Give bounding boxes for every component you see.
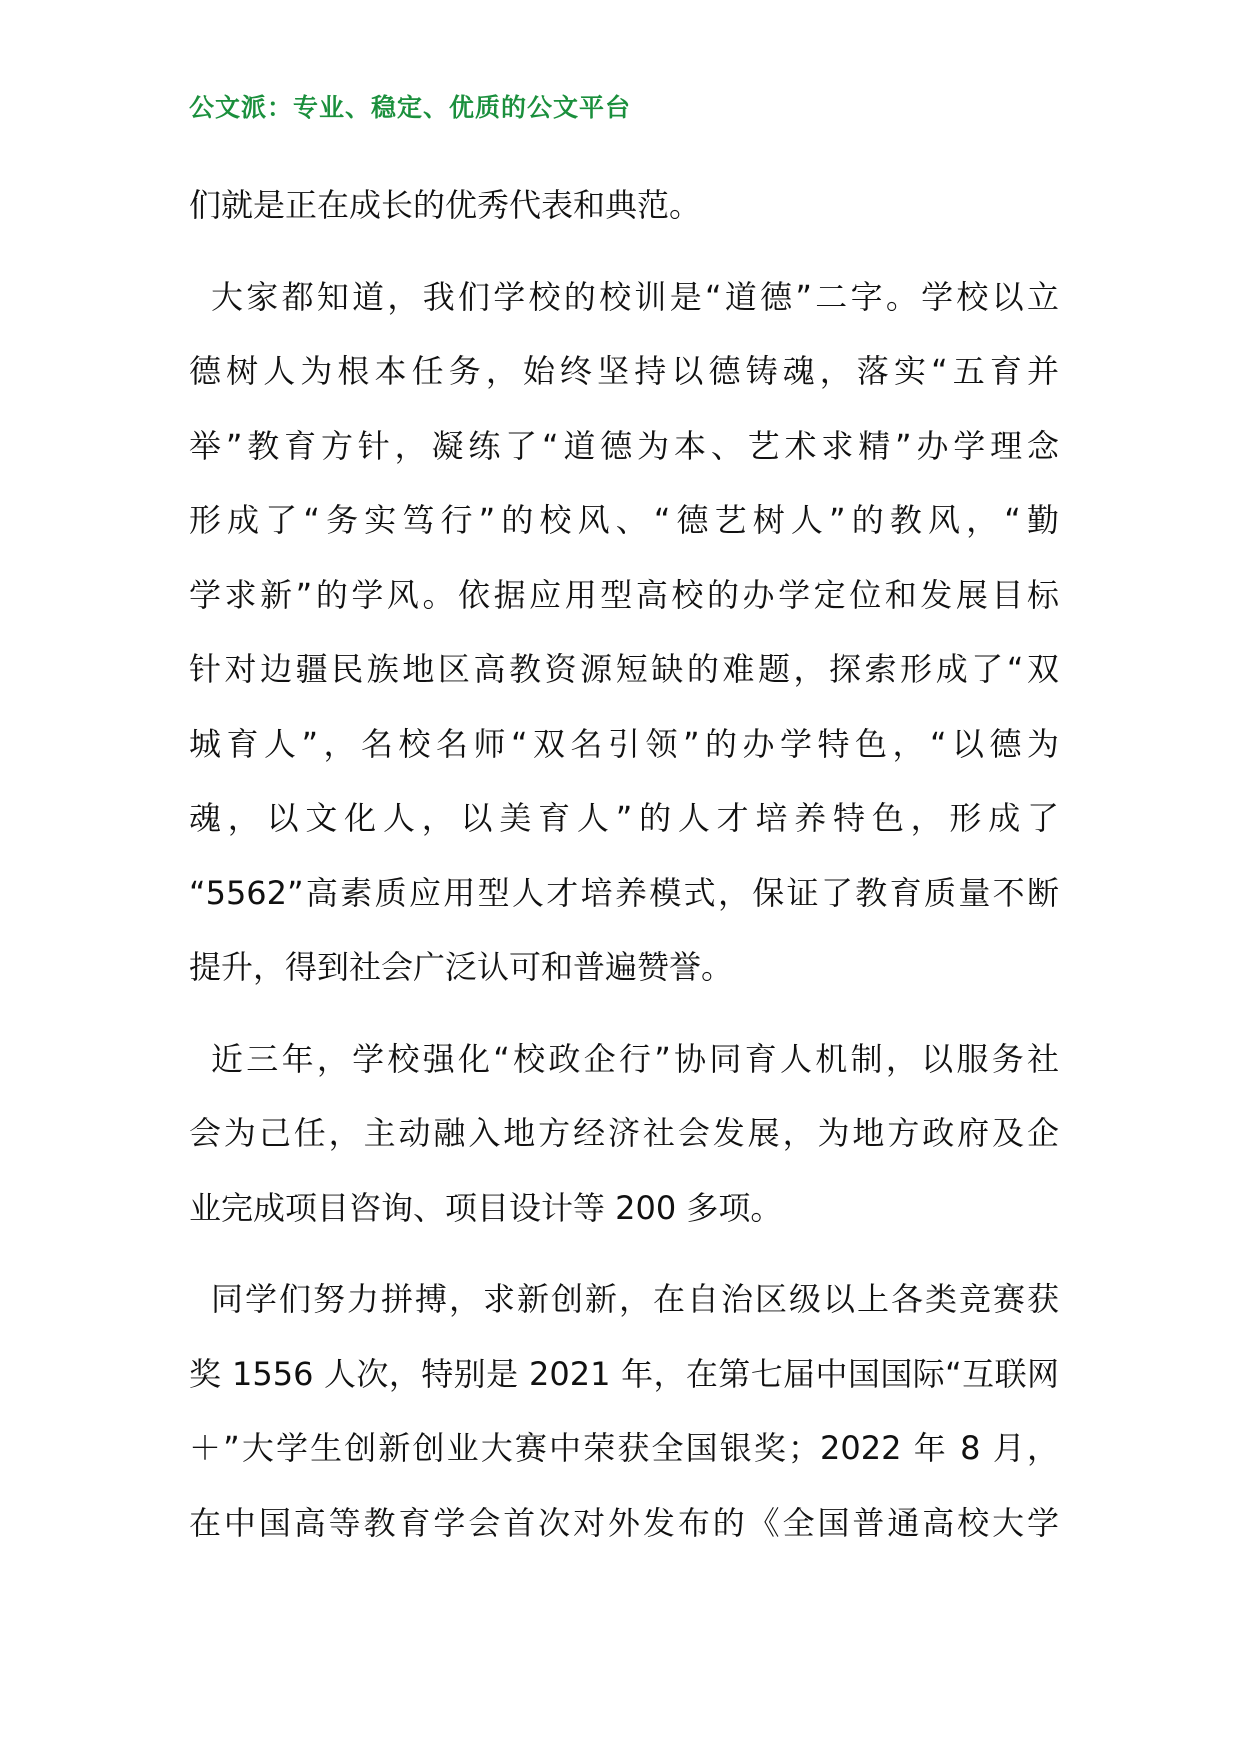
text-line: 会为己任，主动融入地方经济社会发展，为地方政府及企 xyxy=(189,1114,1059,1152)
text-line: 同学们努力拼搏，求新创新，在自治区级以上各类竞赛获 xyxy=(211,1280,1059,1318)
text-line: 魂，以文化人，以美育人”的人才培养特色，形成了 xyxy=(189,799,1059,837)
paragraph xyxy=(189,168,1059,243)
paragraph xyxy=(189,1262,1059,1560)
text-line: 形成了“务实笃行”的校风、“德艺树人”的教风，“勤 xyxy=(189,501,1059,539)
text-line: 业完成项目咨询、项目设计等 200 多项。 xyxy=(189,1188,783,1227)
text-line: 大家都知道，我们学校的校训是“道德”二字。学校以立 xyxy=(211,277,1059,316)
text-line: ＋”大学生创新创业大赛中荣获全国银奖；2022 年 8 月， xyxy=(189,1429,1059,1467)
text-line: 奖 1556 人次，特别是 2021 年，在第七届中国国际“互联网 xyxy=(189,1354,1059,1393)
text-line: 学求新”的学风。依据应用型高校的办学定位和发展目标 xyxy=(189,575,1059,614)
text-line: 在中国高等教育学会首次对外发布的《全国普通高校大学 xyxy=(189,1503,1059,1542)
page-header: 公文派：专业、稳定、优质的公文平台 xyxy=(189,93,632,122)
text-line: 近三年，学校强化“校政企行”协同育人机制，以服务社 xyxy=(211,1039,1059,1078)
text-line: 城育人”，名校名师“双名引领”的办学特色，“以德为 xyxy=(189,724,1059,763)
document-body xyxy=(189,168,1059,1560)
text-line: 们就是正在成长的优秀代表和典范。 xyxy=(189,186,702,224)
text-line: 德树人为根本任务，始终坚持以德铸魂，落实“五育并 xyxy=(189,352,1059,390)
text-line: 提升，得到社会广泛认可和普遍赞誉。 xyxy=(189,948,734,986)
text-line: “5562”高素质应用型人才培养模式，保证了教育质量不断 xyxy=(189,873,1059,912)
text-line: 针对边疆民族地区高教资源短缺的难题，探索形成了“双 xyxy=(189,650,1059,688)
text-line: 举”教育方针，凝练了“道德为本、艺术求精”办学理念 xyxy=(189,426,1059,465)
paragraph xyxy=(189,260,1059,1005)
paragraph xyxy=(189,1022,1059,1246)
